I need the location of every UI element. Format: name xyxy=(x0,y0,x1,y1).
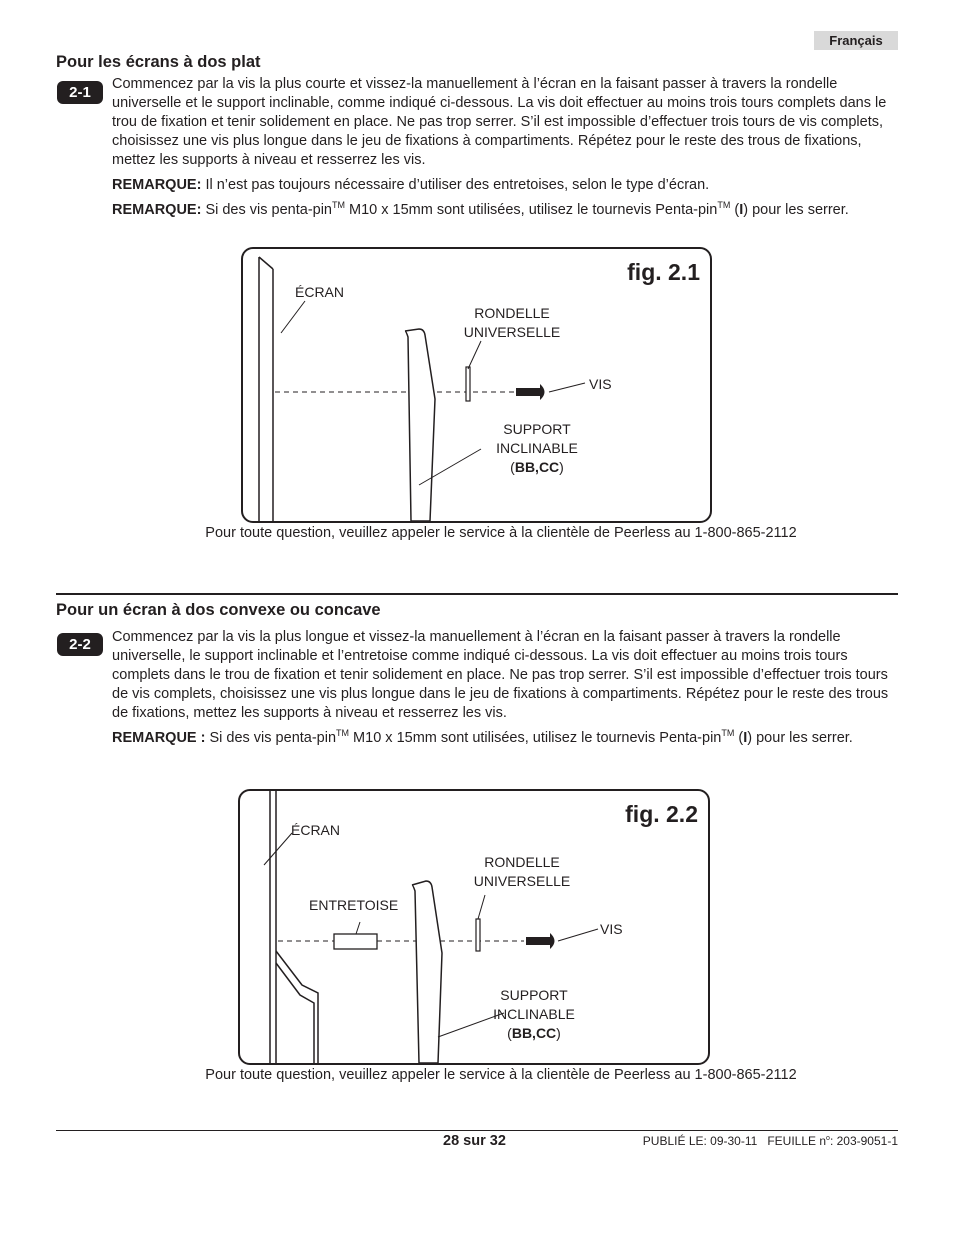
note-text: ( xyxy=(734,730,744,746)
label-screw: VIS xyxy=(589,376,612,392)
trademark-sup: TM xyxy=(721,728,735,738)
leader-screw xyxy=(549,383,585,392)
footer-rule xyxy=(56,1130,898,1131)
leader-screen xyxy=(264,833,292,865)
screw-shape xyxy=(516,384,545,400)
sheet-label: FEUILLE n xyxy=(767,1134,827,1148)
trademark-sup: TM xyxy=(336,728,350,738)
sheet-label-sup: o xyxy=(826,1135,830,1142)
leader-screen xyxy=(281,301,305,333)
note-label: REMARQUE: xyxy=(112,202,202,218)
label-bracket-code: (BB,CC) xyxy=(507,1025,561,1041)
screw-shape xyxy=(526,933,555,949)
figure-2-1-label: fig. 2.1 xyxy=(627,259,700,285)
label-screw: VIS xyxy=(600,921,623,937)
step-2-2-note-pentapin xyxy=(112,729,902,748)
label-spacer: ENTRETOISE xyxy=(309,897,399,913)
tilt-bracket-shape xyxy=(405,329,435,521)
section-divider xyxy=(56,593,898,595)
note-text: ) pour les serrer. xyxy=(747,730,853,746)
contact-line-2: Pour toute question, veuillez appeler le service à la clientèle de Peerless au 1-800-865-2112 xyxy=(205,1067,797,1083)
screen-shape xyxy=(259,257,273,521)
label-bracket xyxy=(477,420,597,477)
label-bracket-line2: INCLINABLE xyxy=(493,1006,575,1022)
washer-shape xyxy=(476,919,480,951)
leader-washer xyxy=(478,895,485,919)
label-washer xyxy=(447,304,577,342)
note-label: REMARQUE: xyxy=(112,177,202,193)
step-2-1-note-spacers xyxy=(112,176,902,195)
label-washer-line2: UNIVERSELLE xyxy=(463,324,561,340)
label-washer-line1: RONDELLE xyxy=(474,305,550,321)
section-title-flat-screens: Pour les écrans à dos plat xyxy=(56,53,261,71)
label-screen: ÉCRAN xyxy=(291,822,341,838)
note-text: Si des vis penta-pin xyxy=(205,730,337,746)
publication-info xyxy=(643,1134,898,1148)
tilt-bracket-shape xyxy=(412,881,442,1063)
label-screen: ÉCRAN xyxy=(295,284,345,300)
page-number: 28 sur 32 xyxy=(443,1133,506,1149)
part-code: I xyxy=(739,202,744,218)
note-label: REMARQUE : xyxy=(112,730,206,746)
note-text: ) pour les serrer. xyxy=(743,202,849,218)
part-code: I xyxy=(743,730,748,746)
section-title-curved-screens: Pour un écran à dos convexe ou concave xyxy=(56,601,381,619)
washer-shape xyxy=(466,367,470,401)
label-bracket-line1: SUPPORT xyxy=(503,421,571,437)
note-text: M10 x 15mm sont utilisées, utilisez le tournevis Penta-pin xyxy=(345,202,718,218)
step-2-2-body: Commencez par la vis la plus longue et vissez-la manuellement à l’écran en la faisant passer à travers la rondelle universelle, le support inclinable et l’entretoise comme indiqué ci-dessous. La vis doit effectuer au moins trois tours complets dans le trou de fixation et tenir solidement en place. Ne pas trop serrer. S’il est impossible d’effectuer trois tours de vis complets, choisissez une vis plus longue dans le jeu de fixations à compartiments. Répétez pour le reste des trous de fixations, mettez les supports à niveau et resserrez les vis. xyxy=(112,629,889,721)
label-bracket xyxy=(474,986,594,1043)
figure-2-2 xyxy=(238,789,710,1065)
label-bracket-line2: INCLINABLE xyxy=(496,440,578,456)
note-text: Si des vis penta-pin xyxy=(201,202,332,218)
figure-2-1 xyxy=(241,247,712,523)
step-2-1-instructions xyxy=(112,75,902,220)
step-2-2-instructions xyxy=(112,628,902,748)
step-badge-2-2: 2-2 xyxy=(57,633,103,656)
leader-washer xyxy=(468,341,481,369)
label-washer xyxy=(457,853,587,891)
leader-spacer xyxy=(356,922,360,934)
label-bracket-line1: SUPPORT xyxy=(500,987,568,1003)
contact-line-1: Pour toute question, veuillez appeler le service à la clientèle de Peerless au 1-800-865-2112 xyxy=(205,525,797,541)
note-text: Il n’est pas toujours nécessaire d’utiliser des entretoises, selon le type d’écran. xyxy=(201,177,710,193)
language-tag: Français xyxy=(814,31,898,50)
step-2-1-body: Commencez par la vis la plus courte et vissez-la manuellement à l’écran en la faisant passer à travers la rondelle universelle et le support inclinable, comme indiqué ci-dessous. La vis doit effectuer au moins trois tours complets dans le trou de fixation et tenir solidement en place. Ne pas trop serrer. S’il est impossible d’effectuer trois tours de vis complets, choisissez une vis plus longue dans le jeu de fixations à compartiments. Répétez pour le reste des trous de fixations, mettez les supports à niveau et resserrez les vis. xyxy=(112,76,887,168)
trademark-sup: TM xyxy=(717,200,731,210)
note-text: M10 x 15mm sont utilisées, utilisez le tournevis Penta-pin xyxy=(349,730,722,746)
label-washer-line2: UNIVERSELLE xyxy=(473,873,571,889)
trademark-sup: TM xyxy=(332,200,345,210)
published-date: PUBLIÉ LE: 09-30-11 xyxy=(642,1134,758,1148)
sheet-number: : 203-9051-1 xyxy=(829,1134,898,1148)
label-washer-line1: RONDELLE xyxy=(484,854,560,870)
label-bracket-code: (BB,CC) xyxy=(510,459,564,475)
step-badge-2-1: 2-1 xyxy=(57,81,103,104)
leader-screw xyxy=(558,929,598,941)
spacer-shape xyxy=(334,934,377,949)
note-text: ( xyxy=(730,202,740,218)
step-2-1-note-pentapin xyxy=(112,201,902,220)
figure-2-2-label: fig. 2.2 xyxy=(625,801,698,827)
